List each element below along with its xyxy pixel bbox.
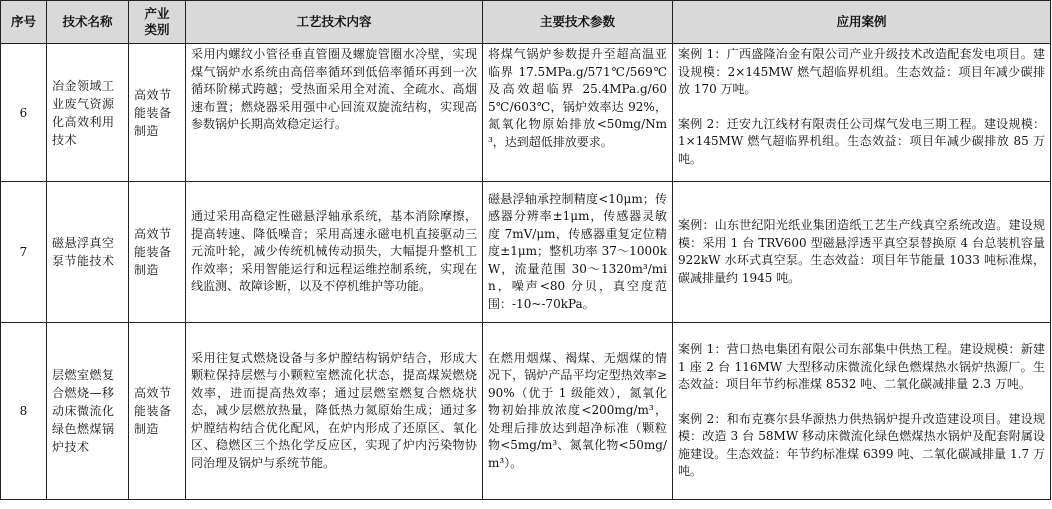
table-row <box>1 44 1051 182</box>
technology-name: 层燃室燃复合燃烧—移动床微流化绿色燃煤锅炉技术 <box>47 323 129 500</box>
technology-name: 冶金领域工业废气资源化高效利用技术 <box>47 44 129 182</box>
main-parameters: 磁悬浮轴承控制精度<10μm；传感器分辨率±1μm，传感器灵敏度 7mV/μm，传感器重复定位精度±1μm；整机功率 37～1000kW，流量范围 30～1320m³/min，噪声<80 分贝，真空度范围：-10~-70kPa。 <box>483 182 673 323</box>
process-content: 通过采用高稳定性磁悬浮轴承系统，基本消除摩擦，提高转速、降低噪音；采用高速永磁电机直接驱动三元流叶轮，减少传统机械传动损失，大幅提升整机工作效率；采用智能运行和远程运维控制系统，实现在线监测、故障诊断，以及不停机维护等功能。 <box>186 182 483 323</box>
row-number: 6 <box>1 44 47 182</box>
header-content: 工艺技术内容 <box>186 1 483 44</box>
header-no: 序号 <box>1 1 47 44</box>
case-2: 案例 2：和布克赛尔县华源热力供热锅炉提升改造建设项目。建设规模：改造 3 台 58MW 移动床微流化绿色燃煤热水锅炉及配套附属设施建设。生态效益：年节约标准煤 6399 吨、二氧化碳减排量 1.7 万吨。 <box>678 411 1045 479</box>
header-row <box>1 1 1051 44</box>
header-category: 产业类别 <box>129 1 186 44</box>
industry-category: 高效节能装备制造 <box>129 44 186 182</box>
case-spacer <box>678 99 1045 116</box>
process-content: 采用内螺纹小管径垂直管圈及螺旋管圈水冷壁，实现煤气锅炉水系统由高倍率循环到低倍率循环再到一次循环阶梯式跨越；受热面采用全对流、全疏水、高烟速布置；燃烧器采用强中心回流双旋流结构，实现高参数锅炉长期高效稳定运行。 <box>186 44 483 182</box>
header-cases: 应用案例 <box>673 1 1051 44</box>
case-1: 案例 1：广西盛隆冶金有限公司产业升级技术改造配套发电项目。建设规模：2×145MW 燃气超临界机组。生态效益：项目年减少碳排放 170 万吨。 <box>678 47 1045 96</box>
technology-name: 磁悬浮真空泵节能技术 <box>47 182 129 323</box>
application-cases <box>673 182 1051 323</box>
case-2: 案例 2：迁安九江线材有限责任公司煤气发电三期工程。建设规模：1×145MW 燃气超临界机组。生态效益：项目年减少碳排放 85 万吨。 <box>678 116 1045 166</box>
table-row <box>1 182 1051 323</box>
process-content: 采用往复式燃烧设备与多炉膛结构锅炉结合，形成大颗粒保持层燃与小颗粒室燃流化状态，提高煤炭燃烧效率，进而提高热效率；通过层燃室燃复合燃烧状态，减少层燃放热量，降低热力氮原始生成；通过多炉膛结构结合优化配风，在炉内形成了还原区、氧化区、稳燃区三个热化学反应区，实现了炉内污染物协同治理及锅炉与系统节能。 <box>186 323 483 500</box>
industry-category: 高效节能装备制造 <box>129 323 186 500</box>
case-spacer <box>678 394 1045 411</box>
table-header <box>1 1 1051 44</box>
header-params: 主要技术参数 <box>483 1 673 44</box>
main-parameters: 将煤气锅炉参数提升至超高温亚临界 17.5MPa.g/571℃/569℃及高效超临界 25.4MPa.g/605℃/603℃，锅炉效率达 92%，氮氧化物原始排放<50mg/Nm³，达到超低排放要求。 <box>483 44 673 182</box>
row-number: 8 <box>1 323 47 500</box>
header-name: 技术名称 <box>47 1 129 44</box>
application-cases <box>673 323 1051 500</box>
table-body <box>1 44 1051 500</box>
application-cases <box>673 44 1051 182</box>
case-1: 案例 1：营口热电集团有限公司东部集中供热工程。建设规模：新建 1 座 2 台 116MW 大型移动床微流化绿色燃煤热水锅炉热源厂。生态效益：项目年节约标准煤 8532 吨、二氧化碳减排量 2.3 万吨。 <box>678 342 1045 392</box>
industry-category: 高效节能装备制造 <box>129 182 186 323</box>
main-parameters: 在燃用烟煤、褐煤、无烟煤的情况下，锅炉产品平均定型热效率≥90%（优于 1 级能效），氮氧化物初始排放浓度<200mg/m³，处理后排放达到超净标准（颗粒物<5mg/m³、氮氧化物<50mg/m³）。 <box>483 323 673 500</box>
case-1: 案例：山东世纪阳光纸业集团造纸工艺生产线真空系统改造。建设规模：采用 1 台 TRV600 型磁悬浮透平真空泵替换原 4 台总装机容量 922kW 水环式真空泵。生态效益：项目年节能量 1033 吨标准煤，碳减排量约 1945 吨。 <box>678 218 1045 285</box>
table-row <box>1 323 1051 500</box>
row-number: 7 <box>1 182 47 323</box>
